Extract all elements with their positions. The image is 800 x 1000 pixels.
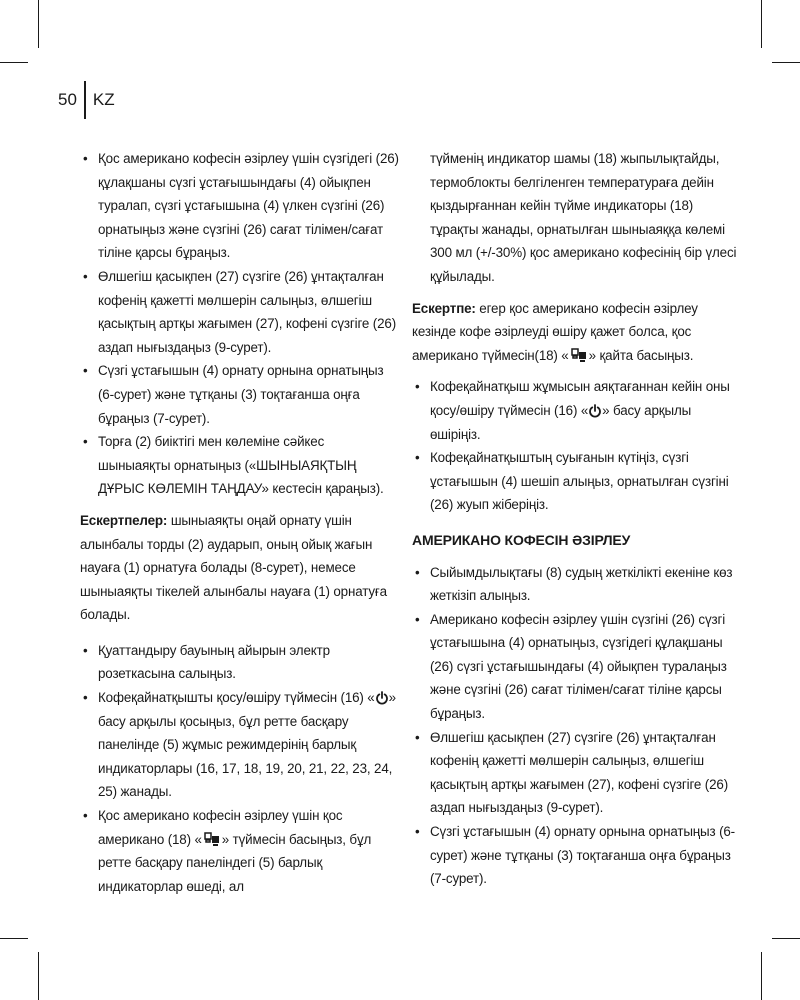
list-item: • Қуаттандыру бауының айырын электр розеткасына салыңыз. [80, 639, 400, 686]
list-item: • Сыйымдылықтағы (8) судың жеткілікті екеніне көз жеткізіп алыңыз. [412, 561, 744, 608]
americano-steps-list [412, 561, 744, 891]
power-icon [588, 404, 602, 418]
item-text-pre: Қос американо кофесін әзірлеу үшін қос американо (18) « [98, 808, 343, 847]
page-number: 50 [58, 90, 77, 109]
left-column [80, 147, 400, 898]
list-item [80, 804, 400, 898]
crop-mark-top-left-h [0, 62, 28, 63]
notes-label: Ескертпелер: [80, 512, 168, 528]
continued-paragraph: түйменің индикатор шамы (18) жыпылықтайды, термоблокты белгіленген температураға дейін қыздырғаннан кейін түйме индикаторы (18) тұрақты жанады, орнатылған шыныаяққа көлемі 300 мл (+/-30%) қос американо кофесінің бір үлесі құйылады. [430, 151, 737, 284]
crop-mark-bottom-right-h [772, 938, 800, 939]
item-text-post: » басу арқылы қосыңыз, бұл ретте басқару панелінде (5) жұмыс режимдерінің барлық индикаторлары (16, 17, 18, 19, 20, 21, 22, 23, 24, 25) жанады. [98, 690, 396, 800]
section-heading: АМЕРИКАНО КОФЕСІН ӘЗІРЛЕУ [412, 531, 631, 548]
language-code: KZ [92, 90, 115, 109]
item-text-pre: Кофеқайнатқыш жұмысын аяқтағаннан кейін оны қосу/өшіру түймесін (16) « [430, 379, 730, 418]
double-cup-icon [569, 347, 589, 363]
item-text-post: » басу арқылы өшіріңіз. [430, 402, 692, 442]
crop-mark-bottom-left-h [0, 938, 28, 939]
notes-text: шыныаяқты оңай орнату үшін алынбалы торды (2) аударып, оның ойық жағын науаға (1) орнатуға болады (8-сурет), немесе шыныаяқты тікелей алынбалы науаға (1) орнатуға болады. [80, 512, 387, 623]
note-text-post: » қайта басыңыз. [588, 347, 694, 363]
right-steps-list [412, 375, 744, 517]
crop-mark-bottom-right [761, 952, 762, 1000]
list-item [412, 375, 744, 446]
list-item: • Қос американо кофесін әзірлеу үшін сүзгідегі (26) құлақшаны сүзгі ұстағышындағы (4) ойықпен туралап, сүзгі ұстағышына (4) үлкен сүзгіні (26) орнатыңыз және сүзгіні (26) сағат тілімен/сағат тіліне қарсы бұраңыз. [80, 147, 400, 265]
list-item: • Сүзгі ұстағышын (4) орнату орнына орнатыңыз (6-сурет) және тұтқаны (3) тоқтағанша оңға бұраңыз (7-сурет). [80, 359, 400, 430]
crop-mark-top-right-h [772, 62, 800, 63]
right-column [412, 147, 744, 891]
power-icon [375, 691, 389, 705]
double-cup-icon [202, 831, 222, 847]
crop-mark-top-left [38, 0, 39, 48]
page-header [58, 80, 115, 120]
list-item: • Кофеқайнатқыштың суығанын күтіңіз, сүзгі ұстағышын (4) шешіп алыңыз, орнатылған сүзгіні (26) жуып жіберіңіз. [412, 446, 744, 517]
left-steps-list-2 [80, 639, 400, 899]
notes-paragraph [80, 509, 400, 627]
list-item: • Торға (2) биіктігі мен көлеміне сәйкес шыныаяқты орнатыңыз («ШЫНЫАЯҚТЫҢ ДҰРЫС КӨЛЕМІН ТАҢДАУ» кестесін қараңыз). [80, 430, 400, 501]
note-paragraph [412, 297, 744, 368]
list-item: • Өлшегіш қасықпен (27) сүзгіге (26) ұнтақталған кофенің қажетті мөлшерін салыңыз, өлшегіш қасықтың артқы жағымен (27), кофені сүзгіге (26) аздап нығыздаңыз (9-сурет). [412, 726, 744, 820]
list-item: • Сүзгі ұстағышын (4) орнату орнына орнатыңыз (6-сурет) және тұтқаны (3) тоқтағанша оңға бұраңыз (7-сурет). [412, 820, 744, 891]
crop-mark-bottom-left [38, 952, 39, 1000]
left-steps-list [80, 147, 400, 501]
list-item [80, 686, 400, 804]
item-text-pre: Кофеқайнатқышты қосу/өшіру түймесін (16) « [98, 690, 375, 706]
crop-mark-top-right [761, 0, 762, 48]
list-item: • Өлшегіш қасықпен (27) сүзгіге (26) ұнтақталған кофенің қажетті мөлшерін салыңыз, өлшегіш қасықтың артқы жағымен (27), кофені сүзгіге (26) аздап нығыздаңыз (9-сурет). [80, 265, 400, 359]
note-text-pre: егер қос американо кофесін әзірлеу кезінде кофе әзірлеуді өшіру қажет болса, қос американо түймесін(18) « [412, 300, 698, 363]
note-label: Ескертпе: [412, 300, 476, 316]
list-item: • Американо кофесін әзірлеу үшін сүзгіні (26) сүзгі ұстағышына (4) орнатыңыз, сүзгідегі құлақшаны (26) сүзгі ұстағышындағы (4) ойықпен туралаңыз және сүзгіні (26) сағат тілімен/сағат тіліне қарсы бұраңыз. [412, 608, 744, 726]
item-text-post: » түймесін басыңыз, бұл ретте басқару панеліндегі (5) барлық индикаторлар өшеді, ал [98, 831, 372, 894]
